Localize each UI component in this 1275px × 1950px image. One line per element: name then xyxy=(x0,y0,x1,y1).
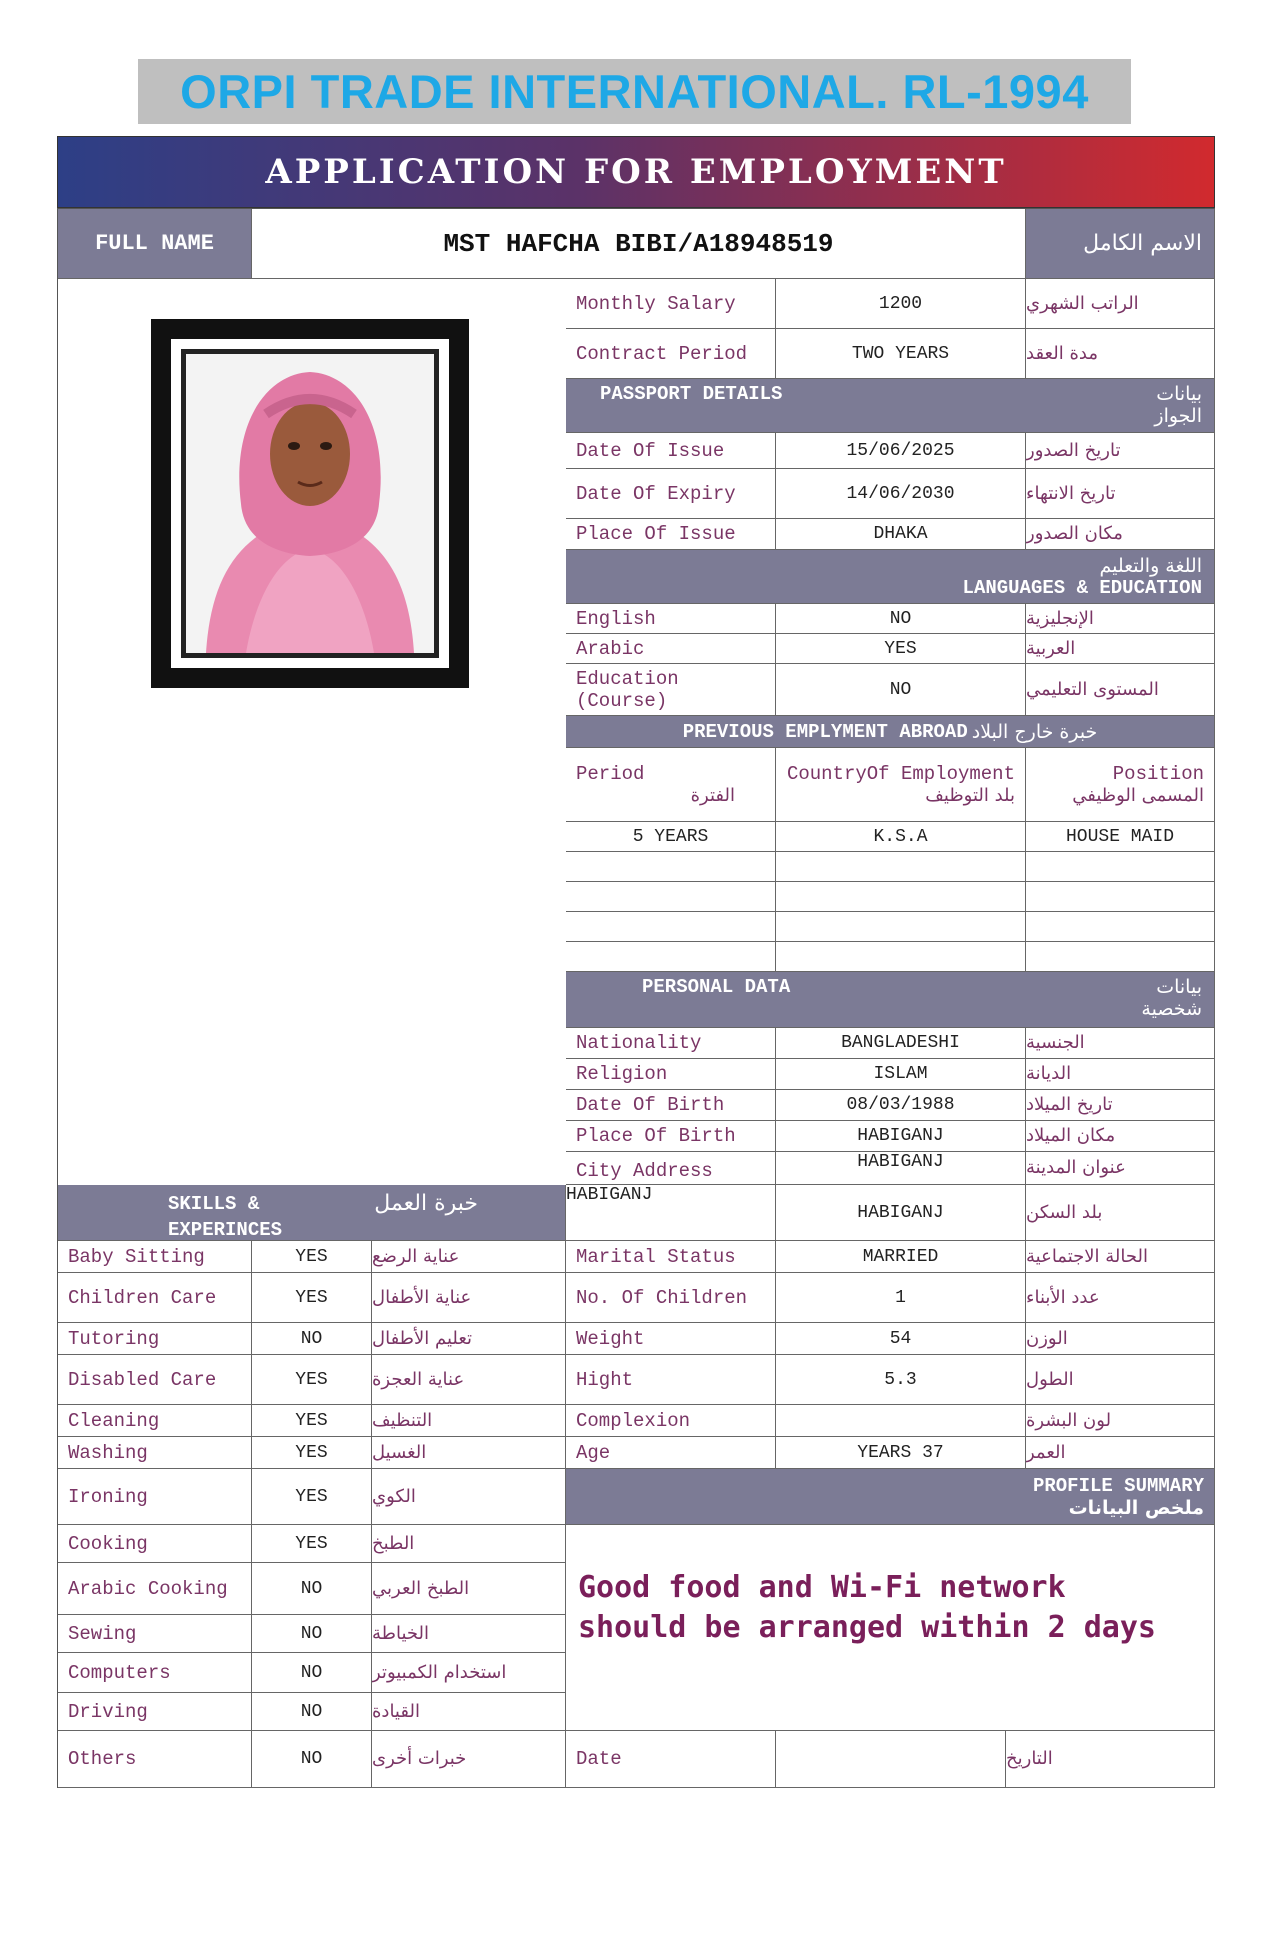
full-name-label-ar-cell xyxy=(1026,209,1215,279)
skill-cleaning-value: YES xyxy=(252,1405,372,1437)
personal-section-header xyxy=(566,972,1215,1028)
skill-baby-value: YES xyxy=(252,1241,372,1273)
skill-arabic-cooking-label-ar: الطبخ العربي xyxy=(372,1563,566,1615)
issue-date-label: Date Of Issue xyxy=(566,433,776,469)
contract-label-ar: مدة العقد xyxy=(1026,329,1215,379)
skill-washing-label: Washing xyxy=(58,1437,252,1469)
employment-col-country-label-ar: بلد التوظيف xyxy=(925,784,1015,806)
skill-children-label-ar: عناية الأطفال xyxy=(372,1273,566,1323)
english-label: English xyxy=(566,604,776,634)
contract-label: Contract Period xyxy=(566,329,776,379)
date-label-ar: التاريخ xyxy=(1006,1731,1215,1788)
weight-label: Weight xyxy=(566,1323,776,1355)
arabic-label-ar: العربية xyxy=(1026,634,1215,664)
age-label: Age xyxy=(566,1437,776,1469)
salary-value: 1200 xyxy=(776,279,1026,329)
employment-title-ar: خبرة خارج البلاد xyxy=(971,720,1098,743)
skill-disabled-value: YES xyxy=(252,1355,372,1405)
religion-value: ISLAM xyxy=(776,1059,1026,1090)
agency-title: ORPI TRADE INTERNATIONAL. RL-1994 xyxy=(180,65,1089,118)
employment-empty-cell xyxy=(566,882,776,912)
education-label: Education (Course) xyxy=(566,664,776,716)
employment-col-country xyxy=(776,748,1026,822)
skills-section-header xyxy=(58,1185,566,1241)
religion-label-ar: الديانة xyxy=(1026,1059,1215,1090)
complexion-value xyxy=(776,1405,1026,1437)
skill-driving-label: Driving xyxy=(58,1693,252,1731)
salary-label-ar: الراتب الشهري xyxy=(1026,279,1215,329)
nationality-label-ar: الجنسية xyxy=(1026,1028,1215,1059)
age-value: YEARS 37 xyxy=(776,1437,1026,1469)
home-label-ar: بلد السكن xyxy=(1026,1185,1215,1241)
contract-value: TWO YEARS xyxy=(776,329,1026,379)
employment-row-country: K.S.A xyxy=(776,822,1026,852)
employment-empty-cell xyxy=(566,912,776,942)
skill-sewing-value: NO xyxy=(252,1615,372,1653)
employment-empty-cell xyxy=(566,852,776,882)
religion-label: Religion xyxy=(566,1059,776,1090)
home-note: HABIGANJ xyxy=(566,1185,653,1205)
employment-row-position: HOUSE MAID xyxy=(1026,822,1215,852)
skill-tutoring-label-ar: تعليم الأطفال xyxy=(372,1323,566,1355)
issue-place-label-ar: مكان الصدور xyxy=(1026,519,1215,550)
skill-baby-label: Baby Sitting xyxy=(58,1241,252,1273)
skill-sewing-label-ar: الخياطة xyxy=(372,1615,566,1653)
languages-title: LANGUAGES & EDUCATION xyxy=(962,576,1202,599)
height-label: Hight xyxy=(566,1355,776,1405)
languages-title-ar: اللغة والتعليم xyxy=(1099,554,1202,577)
skill-computers-label: Computers xyxy=(58,1653,252,1693)
skill-computers-value: NO xyxy=(252,1653,372,1693)
city-label-ar: عنوان المدينة xyxy=(1026,1152,1215,1185)
skill-washing-value: YES xyxy=(252,1437,372,1469)
city-value: HABIGANJ xyxy=(776,1152,1026,1185)
employment-col-position-label: Position xyxy=(1112,762,1204,785)
full-name-label: FULL NAME xyxy=(95,231,214,256)
home-value: HABIGANJ xyxy=(776,1185,1026,1241)
marital-label-ar: الحالة الاجتماعية xyxy=(1026,1241,1215,1273)
employment-col-country-label: CountryOf Employment xyxy=(786,762,1015,785)
issue-place-label: Place Of Issue xyxy=(566,519,776,550)
photo-frame xyxy=(151,319,469,688)
skill-tutoring-label: Tutoring xyxy=(58,1323,252,1355)
issue-date-value: 15/06/2025 xyxy=(776,433,1026,469)
date-value xyxy=(776,1731,1006,1788)
summary-title-ar: ملخص البيانات xyxy=(1068,1496,1204,1519)
issue-place-value: DHAKA xyxy=(776,519,1026,550)
issue-date-label-ar: تاريخ الصدور xyxy=(1026,433,1215,469)
skill-children-value: YES xyxy=(252,1273,372,1323)
employment-empty-cell xyxy=(776,882,1026,912)
arabic-label: Arabic xyxy=(566,634,776,664)
complexion-label: Complexion xyxy=(566,1405,776,1437)
education-value: NO xyxy=(776,664,1026,716)
skill-sewing-label: Sewing xyxy=(58,1615,252,1653)
employment-empty-cell xyxy=(776,912,1026,942)
nationality-label: Nationality xyxy=(566,1028,776,1059)
full-name-label-cell xyxy=(58,209,252,279)
summary-title: PROFILE SUMMARY xyxy=(1032,1474,1204,1497)
employment-empty-cell xyxy=(776,942,1026,972)
skill-driving-value: NO xyxy=(252,1693,372,1731)
weight-label-ar: الوزن xyxy=(1026,1323,1215,1355)
personal-title: PERSONAL DATA xyxy=(642,976,791,998)
employment-section-header xyxy=(566,716,1215,748)
employment-empty-cell xyxy=(566,942,776,972)
employment-col-period xyxy=(566,748,776,822)
summary-section-header xyxy=(566,1469,1215,1525)
skill-others-label: Others xyxy=(58,1731,252,1788)
skill-disabled-label: Disabled Care xyxy=(58,1355,252,1405)
salary-label: Monthly Salary xyxy=(566,279,776,329)
expiry-date-value: 14/06/2030 xyxy=(776,469,1026,519)
form-title: APPLICATION FOR EMPLOYMENT xyxy=(265,152,1007,192)
skill-washing-label-ar: الغسيل xyxy=(372,1437,566,1469)
arabic-value: YES xyxy=(776,634,1026,664)
full-name-value: MST HAFCHA BIBI/A18948519 xyxy=(252,209,1026,279)
skills-title: SKILLS & EXPERINCES xyxy=(168,1193,283,1241)
skill-cleaning-label-ar: التنظيف xyxy=(372,1405,566,1437)
skill-others-label-ar: خبرات أخرى xyxy=(372,1731,566,1788)
skill-computers-label-ar: استخدام الكمبيوتر xyxy=(372,1653,566,1693)
personal-title-ar: بيانات شخصية xyxy=(1141,976,1202,1020)
employment-col-position xyxy=(1026,748,1215,822)
passport-title-ar: بيانات الجواز xyxy=(1154,383,1202,427)
employment-title: PREVIOUS EMPLYMENT ABROAD xyxy=(682,720,968,743)
complexion-label-ar: لون البشرة xyxy=(1026,1405,1215,1437)
employment-col-position-label-ar: المسمى الوظيفي xyxy=(1072,784,1204,806)
skills-title-ar: خبرة العمل xyxy=(374,1191,478,1216)
employment-empty-cell xyxy=(1026,912,1215,942)
form-header xyxy=(57,136,1215,208)
expiry-date-label-ar: تاريخ الانتهاء xyxy=(1026,469,1215,519)
applicant-photo xyxy=(186,354,434,653)
summary-text: Good food and Wi-Fi network should be arranged within 2 days xyxy=(578,1570,1156,1645)
home-note-cell xyxy=(566,1185,776,1241)
employment-col-period-label-ar: الفترة xyxy=(690,784,735,806)
skill-cooking-label-ar: الطبخ xyxy=(372,1525,566,1563)
education-label-ar: المستوى التعليمي xyxy=(1026,664,1215,716)
pob-value: HABIGANJ xyxy=(776,1121,1026,1152)
nationality-value: BANGLADESHI xyxy=(776,1028,1026,1059)
height-label-ar: الطول xyxy=(1026,1355,1215,1405)
dob-label: Date Of Birth xyxy=(566,1090,776,1121)
marital-value: MARRIED xyxy=(776,1241,1026,1273)
expiry-date-label: Date Of Expiry xyxy=(566,469,776,519)
english-value: NO xyxy=(776,604,1026,634)
children-count-label-ar: عدد الأبناء xyxy=(1026,1273,1215,1323)
skill-ironing-value: YES xyxy=(252,1469,372,1525)
skill-baby-label-ar: عناية الرضع xyxy=(372,1241,566,1273)
skill-cleaning-label: Cleaning xyxy=(58,1405,252,1437)
passport-section-header xyxy=(566,379,1215,433)
skill-children-label: Children Care xyxy=(58,1273,252,1323)
dob-label-ar: تاريخ الميلاد xyxy=(1026,1090,1215,1121)
employment-empty-cell xyxy=(1026,882,1215,912)
skill-tutoring-value: NO xyxy=(252,1323,372,1355)
full-name-label-ar: الاسم الكامل xyxy=(1083,231,1202,256)
skill-ironing-label-ar: الكوي xyxy=(372,1469,566,1525)
date-label: Date xyxy=(566,1731,776,1788)
employment-empty-cell xyxy=(776,852,1026,882)
pob-label: Place Of Birth xyxy=(566,1121,776,1152)
age-label-ar: العمر xyxy=(1026,1437,1215,1469)
languages-section-header xyxy=(566,550,1215,604)
passport-title: PASSPORT DETAILS xyxy=(600,383,783,405)
employment-empty-cell xyxy=(1026,942,1215,972)
skill-ironing-label: Ironing xyxy=(58,1469,252,1525)
dob-value: 08/03/1988 xyxy=(776,1090,1026,1121)
employment-empty-cell xyxy=(1026,852,1215,882)
pob-label-ar: مكان الميلاد xyxy=(1026,1121,1215,1152)
employment-row-period: 5 YEARS xyxy=(566,822,776,852)
employment-col-period-label: Period xyxy=(576,762,645,785)
skill-arabic-cooking-label: Arabic Cooking xyxy=(58,1563,252,1615)
marital-label: Marital Status xyxy=(566,1241,776,1273)
weight-value: 54 xyxy=(776,1323,1026,1355)
skill-arabic-cooking-value: NO xyxy=(252,1563,372,1615)
height-value: 5.3 xyxy=(776,1355,1026,1405)
skill-cooking-label: Cooking xyxy=(58,1525,252,1563)
children-count-value: 1 xyxy=(776,1273,1026,1323)
agency-title-bar xyxy=(138,59,1131,124)
skill-driving-label-ar: القيادة xyxy=(372,1693,566,1731)
skill-disabled-label-ar: عناية العجزة xyxy=(372,1355,566,1405)
city-label: City Address xyxy=(566,1152,776,1185)
english-label-ar: الإنجليزية xyxy=(1026,604,1215,634)
skill-cooking-value: YES xyxy=(252,1525,372,1563)
children-count-label: No. Of Children xyxy=(566,1273,776,1323)
skill-others-value: NO xyxy=(252,1731,372,1788)
